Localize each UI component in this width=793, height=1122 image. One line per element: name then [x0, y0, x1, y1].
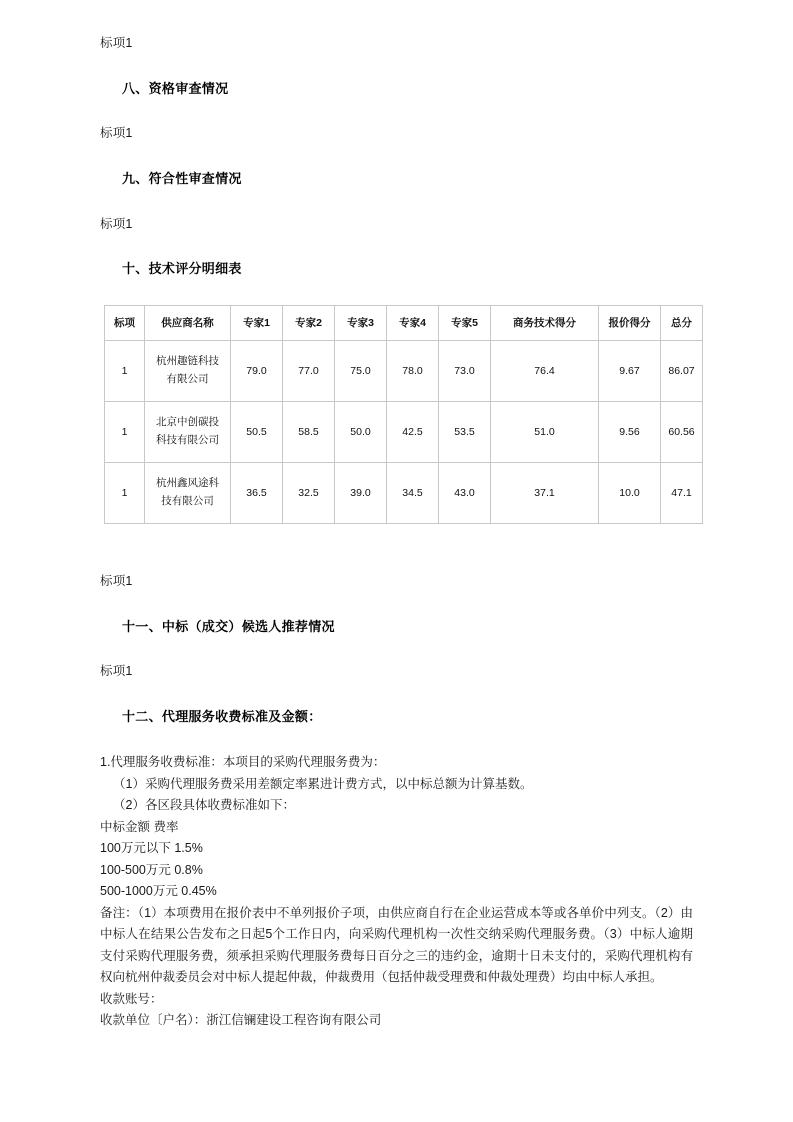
cell-tech-score: 51.0 — [491, 401, 599, 462]
agency-fee-block — [100, 752, 693, 1032]
cell-expert1: 79.0 — [231, 340, 283, 401]
cell-expert3: 39.0 — [335, 462, 387, 523]
section-heading-10: 十、技术评分明细表 — [122, 261, 242, 277]
cell-price-score: 9.56 — [599, 401, 661, 462]
fee-clause-2: （2）各区段具体收费标准如下： — [113, 798, 295, 813]
cell-expert1: 50.5 — [231, 401, 283, 462]
cell-item: 1 — [105, 340, 145, 401]
section-heading-11: 十一、中标（成交）候选人推荐情况 — [122, 618, 335, 634]
cell-expert3: 75.0 — [335, 340, 387, 401]
col-header-expert3: 专家3 — [335, 305, 387, 340]
cell-total: 60.56 — [661, 401, 703, 462]
cell-item: 1 — [105, 462, 145, 523]
cell-price-score: 9.67 — [599, 340, 661, 401]
cell-expert4: 34.5 — [387, 462, 439, 523]
cell-total: 86.07 — [661, 340, 703, 401]
cell-expert4: 42.5 — [387, 401, 439, 462]
col-header-expert4: 专家4 — [387, 305, 439, 340]
fee-rate-row-2: 100-500万元 0.8% — [100, 862, 203, 877]
cell-supplier: 北京中创碳投科技有限公司 — [145, 401, 231, 462]
fee-clause-1: （1）采购代理服务费采用差额定率累进计费方式，以中标总额为计算基数。 — [113, 776, 533, 791]
col-header-total: 总分 — [661, 305, 703, 340]
table-row — [105, 462, 703, 523]
fee-remark: 备注：（1）本项费用在报价表中不单列报价子项，由供应商自行在企业运营成本等或各单价中列支。（2）由中标人在结果公告发布之日起5个工作日内，向采购代理机构一次性交纳采购代理服务费。（3）中标人逾期支付采购代理服务费，须承担采购代理服务费每日百分之三的违约金，逾期十日未支付的，采购代理机构有权向杭州仲裁委员会对中标人提起仲裁，仲裁费用（包括仲裁受理费和仲裁处理费）均由中标人承担。 — [100, 905, 693, 985]
cell-tech-score: 37.1 — [491, 462, 599, 523]
cell-item: 1 — [105, 401, 145, 462]
table-header-row — [105, 305, 703, 340]
cell-expert2: 58.5 — [283, 401, 335, 462]
col-header-supplier: 供应商名称 — [145, 305, 231, 340]
fee-rate-row-1: 100万元以下 1.5% — [100, 841, 203, 856]
section-heading-8: 八、资格审查情况 — [122, 80, 229, 96]
col-header-tech-score: 商务技术得分 — [491, 305, 599, 340]
section-heading-9: 九、符合性审查情况 — [122, 171, 242, 186]
cell-total: 47.1 — [661, 462, 703, 523]
item-label-section9: 标项1 — [100, 216, 133, 231]
cell-tech-score: 76.4 — [491, 340, 599, 401]
cell-supplier: 杭州趣链科技有限公司 — [145, 340, 231, 401]
cell-expert5: 53.5 — [439, 401, 491, 462]
cell-expert4: 78.0 — [387, 340, 439, 401]
col-header-expert5: 专家5 — [439, 305, 491, 340]
item-label-after-table: 标项1 — [100, 573, 133, 588]
fee-account-label: 收款账号： — [100, 991, 163, 1006]
cell-supplier: 杭州鑫风途科技有限公司 — [145, 462, 231, 523]
cell-expert5: 43.0 — [439, 462, 491, 523]
cell-expert3: 50.0 — [335, 401, 387, 462]
cell-expert2: 77.0 — [283, 340, 335, 401]
fee-standard-line: 1.代理服务收费标准：本项目的采购代理服务费为： — [100, 755, 386, 770]
fee-rate-row-3: 500-1000万元 0.45% — [100, 884, 217, 899]
item-label-section8: 标项1 — [100, 126, 133, 141]
cell-expert1: 36.5 — [231, 462, 283, 523]
fee-payee-line: 收款单位〔户名）：浙江信镧建设工程咨询有限公司 — [100, 1013, 382, 1028]
fee-rate-header: 中标金额 费率 — [100, 819, 179, 834]
cell-expert5: 73.0 — [439, 340, 491, 401]
cell-price-score: 10.0 — [599, 462, 661, 523]
table-row — [105, 340, 703, 401]
item-label-section11: 标项1 — [100, 664, 133, 678]
col-header-expert1: 专家1 — [231, 305, 283, 340]
table-row — [105, 401, 703, 462]
col-header-expert2: 专家2 — [283, 305, 335, 340]
col-header-item: 标项 — [105, 305, 145, 340]
item-label-top: 标项1 — [100, 36, 133, 50]
technical-score-table — [104, 305, 703, 524]
section-heading-12: 十二、代理服务收费标准及金额： — [122, 708, 322, 724]
col-header-price-score: 报价得分 — [599, 305, 661, 340]
cell-expert2: 32.5 — [283, 462, 335, 523]
